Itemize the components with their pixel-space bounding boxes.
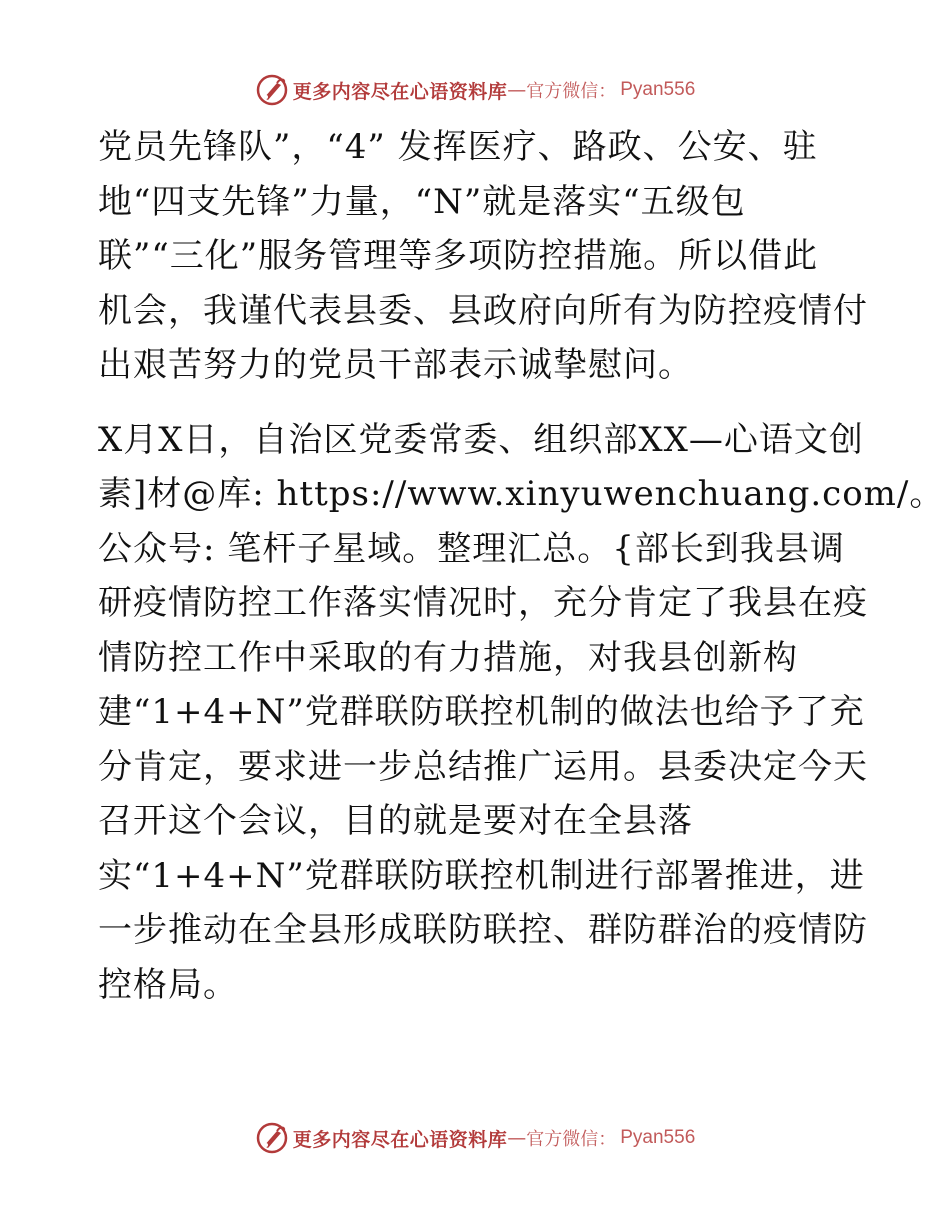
- footer-banner-dash: —: [507, 1127, 527, 1149]
- paragraph-1: [98, 120, 868, 393]
- paragraph-2-line: X月X日，自治区党委常委、组织部XX—心语文创: [98, 419, 864, 460]
- paragraph-2-line: 控格局。: [98, 964, 238, 1005]
- quill-logo-icon: [255, 1121, 289, 1155]
- paragraph-2-line: 建“1+4+N”党群联防联控机制的做法也给予了充: [98, 692, 865, 732]
- paragraph-2-link-line: 素]材@库: https://www.xinyuwenchuang.com/。: [98, 474, 945, 514]
- paragraph-2: [98, 413, 945, 1013]
- paragraph-2-line: 公众号: 笔杆子星域。整理汇总。{部长到我县调: [98, 528, 845, 569]
- footer-banner: [0, 1118, 950, 1158]
- paragraph-1-line: 地“四支先锋”力量，“N”就是落实“五级包: [98, 181, 746, 222]
- paragraph-1-line: 联”“三化”服务管理等多项防控措施。所以借此: [98, 236, 819, 276]
- header-banner: [0, 70, 950, 110]
- document-body: [98, 120, 945, 1012]
- header-banner-dash: —: [507, 79, 527, 101]
- header-wechat-label: 官方微信：: [526, 81, 617, 102]
- paragraph-2-line: 实“1+4+N”党群联防联控机制进行部署推进，进: [98, 855, 865, 896]
- header-banner-text: 更多内容尽在心语资料库: [292, 80, 508, 103]
- paragraph-1-line: 机会，我谨代表县委、县政府向所有为防控疫情付: [98, 290, 868, 331]
- paragraph-1-line: 党员先锋队”，“4” 发挥医疗、路政、公安、驻: [98, 127, 818, 167]
- paragraph-1-line: 出艰苦努力的党员干部表示诚挚慰问。: [98, 345, 693, 385]
- footer-wechat-id: Pyan556: [620, 1127, 696, 1148]
- paragraph-2-line: 召开这个会议，目的就是要对在全县落: [98, 801, 693, 841]
- paragraph-2-line: 分肯定，要求进一步总结推广运用。县委决定今天: [98, 746, 868, 787]
- paragraph-2-line: 研疫情防控工作落实情况时，充分肯定了我县在疫: [98, 583, 868, 623]
- paragraph-2-line: 情防控工作中采取的有力措施，对我县创新构: [98, 637, 798, 678]
- footer-wechat-label: 官方微信：: [526, 1129, 617, 1150]
- header-wechat-id: Pyan556: [620, 79, 696, 100]
- footer-banner-text: 更多内容尽在心语资料库: [292, 1128, 508, 1151]
- quill-logo-icon: [255, 73, 289, 107]
- paragraph-2-line: 一步推动在全县形成联防联控、群防群治的疫情防: [98, 910, 868, 950]
